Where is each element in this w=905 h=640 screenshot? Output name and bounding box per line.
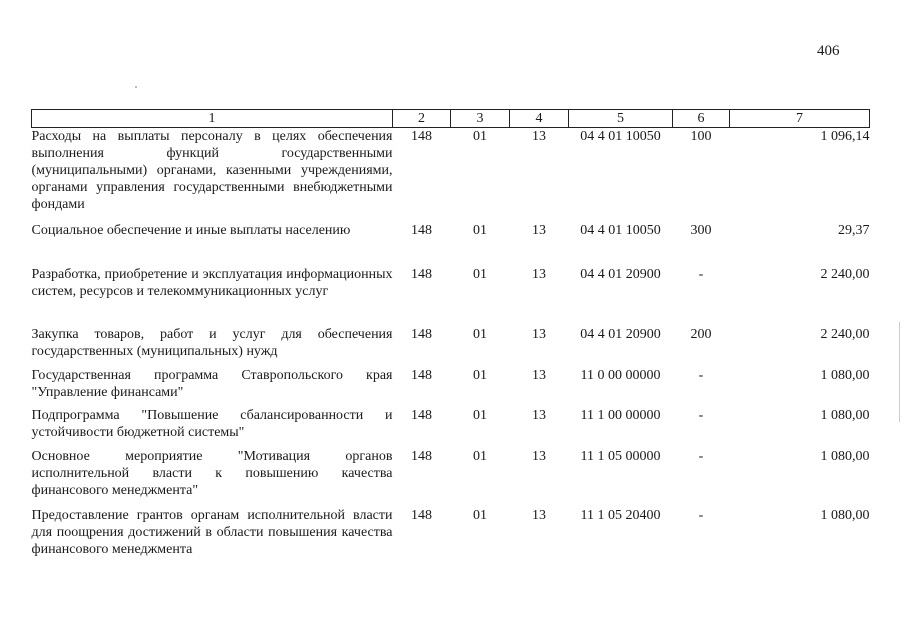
header-col-7: 7 bbox=[730, 110, 870, 128]
row-expense-type: 200 bbox=[690, 326, 712, 342]
row-target-article: 04 4 01 20900 bbox=[580, 266, 661, 282]
table-row bbox=[32, 448, 870, 507]
row-section: 01 bbox=[473, 407, 487, 423]
row-expense-type: - bbox=[698, 507, 704, 523]
row-target-article: 04 4 01 10050 bbox=[580, 222, 661, 238]
row-name: Государственная программа Ставропольского края "Управление финансами" bbox=[31, 367, 393, 400]
row-expense-type: - bbox=[698, 367, 704, 383]
row-target-article: 11 1 05 00000 bbox=[580, 448, 661, 464]
row-name: Социальное обеспечение и иные выплаты населению bbox=[31, 222, 351, 238]
row-expense-type: - bbox=[698, 448, 704, 464]
table-row bbox=[32, 266, 870, 326]
row-amount: 1 096,14 bbox=[820, 129, 870, 144]
header-col-3: 3 bbox=[451, 110, 510, 128]
table-row bbox=[32, 222, 870, 266]
scan-speck bbox=[135, 86, 137, 88]
budget-table bbox=[31, 109, 870, 563]
row-section: 01 bbox=[473, 507, 487, 523]
table-row bbox=[32, 326, 870, 367]
row-amount: 1 080,00 bbox=[820, 448, 870, 464]
header-row bbox=[32, 110, 870, 128]
row-ministry-code: 148 bbox=[411, 129, 432, 144]
row-ministry-code: 148 bbox=[411, 326, 432, 342]
row-subsection: 13 bbox=[532, 129, 546, 144]
row-expense-type: 300 bbox=[690, 222, 712, 238]
table-row bbox=[32, 407, 870, 448]
row-subsection: 13 bbox=[532, 367, 546, 383]
row-name: Закупка товаров, работ и услуг для обеспечения государственных (муниципальных) нужд bbox=[31, 326, 393, 359]
row-target-article: 11 1 05 20400 bbox=[580, 507, 661, 523]
header-col-6: 6 bbox=[673, 110, 730, 128]
row-target-article: 11 0 00 00000 bbox=[580, 367, 661, 383]
row-amount: 1 080,00 bbox=[820, 507, 870, 523]
row-name: Подпрограмма "Повышение сбалансированности и устойчивости бюджетной системы" bbox=[31, 407, 393, 440]
row-name: Разработка, приобретение и эксплуатация информационных систем, ресурсов и телекоммуникационных услуг bbox=[31, 266, 393, 299]
header-col-5: 5 bbox=[569, 110, 673, 128]
table-row bbox=[32, 128, 870, 222]
row-section: 01 bbox=[473, 129, 487, 144]
row-ministry-code: 148 bbox=[411, 507, 432, 523]
row-name: Предоставление грантов органам исполнительной власти для поощрения достижений в области повышения качества финансового менеджмента bbox=[31, 507, 393, 557]
row-section: 01 bbox=[473, 222, 487, 238]
row-amount: 1 080,00 bbox=[820, 407, 870, 423]
row-amount: 29,37 bbox=[838, 222, 870, 238]
table-row bbox=[32, 507, 870, 563]
row-subsection: 13 bbox=[532, 222, 546, 238]
row-expense-type: - bbox=[698, 407, 704, 423]
scan-edge-line bbox=[899, 322, 900, 422]
page-number: 406 bbox=[817, 43, 840, 59]
row-target-article: 04 4 01 20900 bbox=[580, 326, 661, 342]
row-subsection: 13 bbox=[532, 326, 546, 342]
row-ministry-code: 148 bbox=[411, 367, 432, 383]
row-target-article: 11 1 00 00000 bbox=[580, 407, 661, 423]
row-ministry-code: 148 bbox=[411, 222, 432, 238]
row-section: 01 bbox=[473, 326, 487, 342]
row-subsection: 13 bbox=[532, 507, 546, 523]
header-col-2: 2 bbox=[393, 110, 451, 128]
row-section: 01 bbox=[473, 448, 487, 464]
row-subsection: 13 bbox=[532, 448, 546, 464]
row-expense-type: - bbox=[698, 266, 704, 282]
row-section: 01 bbox=[473, 367, 487, 383]
row-amount: 1 080,00 bbox=[820, 367, 870, 383]
table-row bbox=[32, 367, 870, 407]
row-amount: 2 240,00 bbox=[820, 326, 870, 342]
row-expense-type: 100 bbox=[690, 129, 712, 144]
header-col-1: 1 bbox=[32, 110, 393, 128]
row-target-article: 04 4 01 10050 bbox=[580, 129, 661, 144]
row-name: Расходы на выплаты персоналу в целях обеспечения выполнения функций государственными (муниципальными) органами, казенными учреждениями, органами управления государственными внебюджетными фондами bbox=[31, 129, 393, 212]
header-col-4: 4 bbox=[510, 110, 569, 128]
row-ministry-code: 148 bbox=[411, 407, 432, 423]
row-amount: 2 240,00 bbox=[820, 266, 870, 282]
row-section: 01 bbox=[473, 266, 487, 282]
row-ministry-code: 148 bbox=[411, 266, 432, 282]
row-ministry-code: 148 bbox=[411, 448, 432, 464]
row-name: Основное мероприятие "Мотивация органов исполнительной власти к повышению качества финансового менеджмента" bbox=[31, 448, 393, 498]
row-subsection: 13 bbox=[532, 266, 546, 282]
row-subsection: 13 bbox=[532, 407, 546, 423]
